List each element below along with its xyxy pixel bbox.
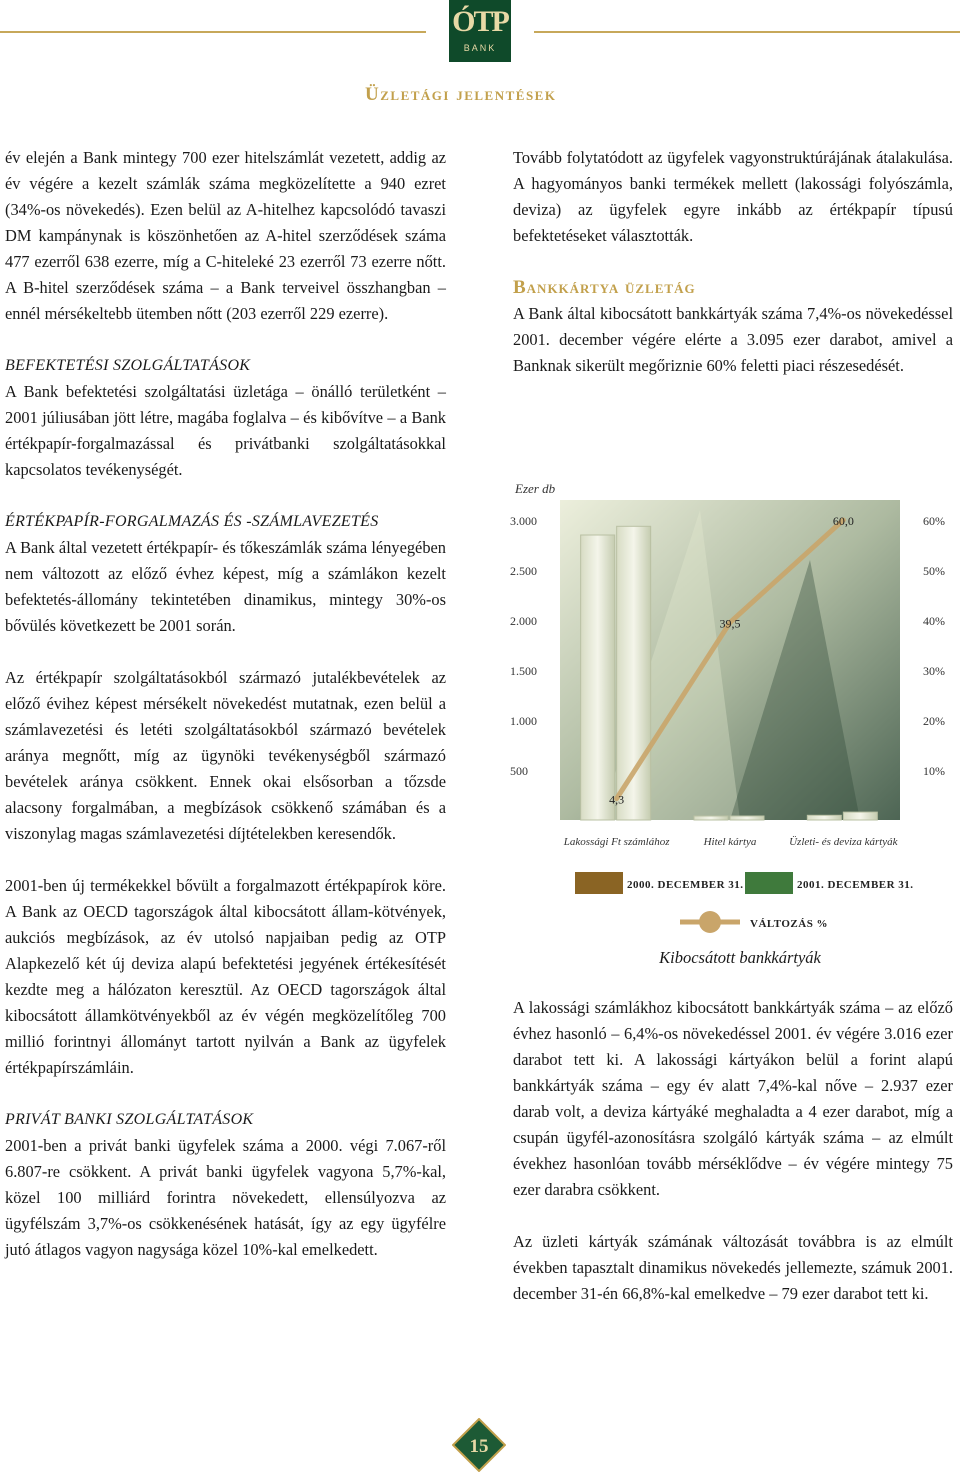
legend-change-marker — [699, 911, 721, 933]
header-rule-right — [534, 31, 960, 33]
y2-tick-label: 30% — [923, 664, 945, 678]
heading-ertekpapir: ÉRTÉKPAPÍR-FORGALMAZÁS ÉS -SZÁMLAVEZETÉS — [5, 513, 379, 530]
y2-tick-label: 10% — [923, 764, 945, 778]
right-paragraph-1: Tovább folytatódott az ügyfelek vagyonstruktúrájának átalakulása. A hagyományos banki termékek mellett (lakossági folyószámla, deviza) az ügyfelek egyre inkább az értékpapír típusú befektetéseket választották. — [513, 148, 953, 245]
left-paragraph-3: A Bank által vezetett értékpapír- és tőkeszámlák száma lényegében nem változott az előző évhez képest, míg a számlákon kezelt befektetés-állomány tekintetében dinamikus, mintegy 30%-os bővülés következett be 2001 során. — [5, 538, 446, 635]
legend-swatch — [745, 872, 793, 894]
x-tick-label: Hitel kártya — [703, 836, 757, 848]
heading-bankkartya: Bankkártya üzletág — [513, 277, 696, 298]
left-paragraph-5: 2001-ben új termékekkel bővült a forgalmazott értékpapírok köre. A Bank az OECD tagországok által kibocsátott állam-kötvények, aukciós megbízások, az év utolsó napjaiban pedig az OTP Alapkezelő két új deviza alapú befektetési jegyének értékesítését kezdte meg a hálózaton keresztül. Az OECD tagországok által kibocsátott államkötvényekből az év végén megközelítőleg 700 millió forintnyi állományt tartott nyilván a Bank az ügyfelek értékpapírszámláin. — [5, 876, 446, 1077]
heading-befektetesi: BEFEKTETÉSI SZOLGÁLTATÁSOK — [5, 357, 251, 374]
bar-2000 — [807, 815, 841, 820]
change-label: 4,3 — [609, 792, 625, 807]
bankcard-chart — [505, 470, 955, 940]
bar-2000 — [694, 816, 728, 820]
left-column — [5, 145, 446, 1263]
left-paragraph-2: A Bank befektetési szolgáltatási üzletága – önálló területként – 2001 júliusában jött létre, magába foglalva – és kibővítve – a Bank értékpapír-forgalmazással és privátbanki szolgáltatásokkal kapcsolatos tevékenységét. — [5, 382, 446, 479]
otp-bank-logo — [449, 0, 511, 62]
y-tick-label: 3.000 — [510, 514, 537, 528]
legend-label: 2000. DECEMBER 31. — [627, 879, 744, 891]
change-label: 39,5 — [719, 616, 741, 631]
x-tick-label: Lakossági Ft számlához — [563, 836, 670, 848]
left-paragraph-4: Az értékpapír szolgáltatásokból származó jutalékbevételek az előző évihez képest mérsékelt növekedést mutatnak, ezen belül a számlavezetési és letéti szolgáltatásokból származó bevételek aránya megnőtt, míg az ügynöki tevékenységből származó bevételek aránya csökkent. Ennek okai elsősorban a tőzsde alacsony forgalmában, a megbízások csökkenő számában és a viszonylag magas számlavezetési díjtételekben keresendők. — [5, 668, 446, 843]
bar-2001 — [730, 816, 764, 820]
right-paragraph-3: A lakossági számlákhoz kibocsátott bankkártyák száma – az előző évhez hasonló – 6,4%-os növekedéssel 2001. év végére 3.016 ezer darabot tett ki. A lakossági kártyákon belül a forint alapú bankkártyák száma – egy év alatt 7,4%-kal nőve – 2.937 ezer darab volt, a deviza kártyáké meghaladta a 4 ezer darabot, míg a csupán ügyfél-azonosításra szolgáló kártyák száma – az elmúlt évekhez hasonlóan tovább mérséklődve – év végére mintegy 75 ezer darabra csökkent. — [513, 998, 953, 1199]
legend-swatch — [575, 872, 623, 894]
x-tick-label: Üzleti- és deviza kártyák — [789, 836, 898, 848]
y-tick-label: 1.500 — [510, 664, 537, 678]
y-tick-label: 2.500 — [510, 564, 537, 578]
page-number: 15 — [469, 1436, 489, 1457]
logo-monogram: ÓTP — [452, 5, 508, 38]
y-tick-label: 500 — [510, 764, 528, 778]
y2-tick-label: 40% — [923, 614, 945, 628]
right-paragraph-4: Az üzleti kártyák számának változását továbbra is az elmúlt években tapasztalt dinamikus növekedés jellemezte, számuk 2001. december 31-én 66,8%-kal emelkedve – 79 ezer darabot tett ki. — [513, 1232, 953, 1303]
right-paragraph-2: A Bank által kibocsátott bankkártyák száma 7,4%-os növekedéssel 2001. december végére elérte a 3.095 ezer darabot, amivel a Banknak sikerült megőriznie 60% feletti piaci részesedését. — [513, 304, 953, 375]
y2-tick-label: 50% — [923, 564, 945, 578]
left-paragraph-1: év elején a Bank mintegy 700 ezer hitelszámlát vezetett, addig az év végére a kezelt számlák száma megközelítette a 940 ezret (34%-os növekedés). Ezen belül az A-hitelhez kapcsolódó tavaszi DM kampánynak is köszönhetően az A-hitel szerződések száma 477 ezerről 638 ezerre, míg a C-hiteleké 23 ezerről 73 ezerre nőtt. A B-hitel szerződések száma – a Bank terveivel összhangban – ennél mérsékeltebb ütemben nőtt (203 ezerről 229 ezerre). — [5, 148, 446, 323]
change-label: 60,0 — [832, 514, 854, 528]
page-number-badge — [452, 1418, 506, 1472]
legend-label: 2001. DECEMBER 31. — [797, 879, 914, 891]
y2-tick-label: 60% — [923, 514, 945, 528]
right-column-top — [513, 145, 953, 379]
y-axis-label: Ezer db — [515, 481, 556, 496]
heading-privat: PRIVÁT BANKI SZOLGÁLTATÁSOK — [5, 1111, 254, 1128]
logo-bank-text: BANK — [463, 43, 497, 53]
header-rule-left — [0, 31, 426, 33]
y-tick-label: 2.000 — [510, 614, 537, 628]
y2-tick-label: 20% — [923, 714, 945, 728]
chart-caption: Kibocsátott bankkártyák — [659, 948, 821, 967]
left-paragraph-6: 2001-ben a privát banki ügyfelek száma a 2000. végi 7.067-ről 6.807-re csökkent. A privát banki ügyfelek vagyona 5,7%-kal, közel 100 milliárd forintra növekedett, ellensúlyozva az ügyfélszám 3,7%-os csökkenésének hatását, így az egy ügyfélre jutó átlagos vagyon nagysága közel 10%-kal emelkedett. — [5, 1136, 446, 1259]
legend-label: VÁLTOZÁS % — [750, 918, 829, 930]
report-title: Üzletági jelentések — [365, 84, 557, 105]
y-tick-label: 1.000 — [510, 714, 537, 728]
bar-2000 — [581, 535, 615, 820]
right-column-bottom — [513, 995, 953, 1307]
bar-2001 — [843, 812, 877, 820]
